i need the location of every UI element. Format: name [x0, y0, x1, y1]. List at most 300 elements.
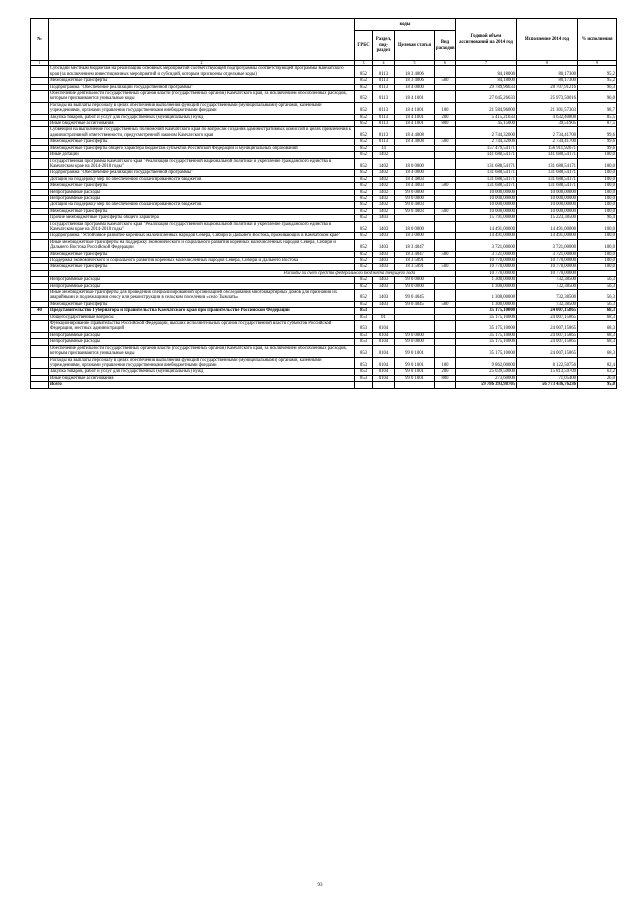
cell-fact: 2 734,41700: [517, 127, 578, 139]
cell-grbs: 852: [355, 264, 373, 270]
cell-fact: 15 813,59709: [517, 369, 578, 375]
cell-name: Иные бюджетные ассигнования: [49, 375, 355, 381]
cell-pct: 95,2: [578, 66, 617, 78]
cell-razdel: 1403: [373, 283, 395, 289]
table-row: [31, 158, 617, 170]
col-header-grbs: ГРБС: [355, 31, 373, 61]
table-row: [31, 239, 617, 251]
cell-plan: 1 300,00000: [456, 290, 517, 302]
cell-name: Межбюджетные трансферты общего характера бюджетам субъектов Российской Федерации и муниципальных образований: [49, 145, 355, 151]
cell-num: [31, 345, 49, 357]
cell-pct: 100,0: [578, 158, 617, 170]
cell-pct: 85,5: [578, 114, 617, 120]
cell-name: Межбюджетные трансферты: [49, 139, 355, 145]
cell-fact: 10 000,00000: [517, 195, 578, 201]
cell-razdel: 1403: [373, 251, 395, 257]
cell-csr: 99 0 1001: [395, 345, 435, 357]
cell-csr: 18 3 0000: [395, 233, 435, 239]
cell-pct: 96,3: [578, 84, 617, 90]
cell-plan: 21 584,96000: [456, 102, 517, 114]
cell-plan: 10 000,00000: [456, 189, 517, 195]
col-header-num: №: [31, 19, 49, 61]
cell-csr: 99 0 4045: [395, 290, 435, 302]
cell-fact: 10 770,00000: [517, 264, 578, 270]
cell-vr: 100: [435, 102, 456, 114]
cell-pct: 100,0: [578, 189, 617, 195]
cell-pct: 68,3: [578, 308, 617, 314]
cell-vr: 500: [435, 264, 456, 270]
cell-name: Обеспечение деятельности государственных органов власти (государственных органов) Камчатского края, за исключением обособленных расходов, которым присваиваются уникальные коды: [49, 345, 355, 357]
cell-name: Непрограммные расходы: [49, 332, 355, 338]
cell-fact: 2 734,41700: [517, 139, 578, 145]
cell-razdel: 0113: [373, 78, 395, 84]
cell-razdel: 0113: [373, 121, 395, 127]
cell-grbs: 852: [355, 84, 373, 90]
col-number: 2: [49, 61, 355, 66]
cell-pct: 26,0: [578, 375, 617, 381]
cell-plan: 59 786 393,98705: [456, 382, 517, 388]
table-row: [31, 127, 617, 139]
cell-csr: 18 3 4047: [395, 251, 435, 257]
cell-plan: 15 791,00000: [456, 215, 517, 221]
cell-razdel: 1402: [373, 195, 395, 201]
cell-vr: [435, 221, 456, 233]
cell-razdel: 1403: [373, 277, 395, 283]
cell-plan: 35 175,10000: [456, 321, 517, 333]
cell-name: Закупка товаров, работ и услуг для государственных (муниципальных) нужд: [49, 369, 355, 375]
cell-razdel: 1402: [373, 176, 395, 182]
cell-grbs: 853: [355, 375, 373, 381]
cell-fact: 24 007,15865: [517, 308, 578, 314]
cell-pct: 56,3: [578, 283, 617, 289]
cell-fact: 24 007,15865: [517, 332, 578, 338]
cell-csr: 18 4 4008: [395, 139, 435, 145]
cell-name: Функционирование Правительства Российской Федерации, высших исполнительных органов государственной власти субъектов Российской Федерации, местных администраций: [49, 321, 355, 333]
cell-fact: 3 721,00000: [517, 251, 578, 257]
cell-pct: 95,2: [578, 78, 617, 84]
cell-plan: 27 045,26633: [456, 91, 517, 103]
cell-plan: 10 000,00000: [456, 208, 517, 214]
col-number: 9: [578, 61, 617, 66]
cell-pct: 100,0: [578, 195, 617, 201]
cell-fact: 25 973,50016: [517, 91, 578, 103]
cell-name: Общегосударственные вопросы: [49, 314, 355, 320]
cell-grbs: 852: [355, 114, 373, 120]
col-number: 8: [517, 61, 578, 66]
cell-grbs: 853: [355, 314, 373, 320]
cell-fact: 141 688,54171: [517, 152, 578, 158]
cell-pct: 100,0: [578, 170, 617, 176]
budget-table: [30, 18, 617, 389]
cell-fact: 39,51905: [517, 121, 578, 127]
cell-pct: 68,3: [578, 332, 617, 338]
col-number: 5: [395, 61, 435, 66]
cell-grbs: 852: [355, 195, 373, 201]
cell-vr: [435, 382, 456, 388]
cell-name: Межбюджетные трансферты: [49, 208, 355, 214]
cell-plan: 35 175,10000: [456, 345, 517, 357]
cell-fact: 131 688,54171: [517, 183, 578, 189]
cell-grbs: 853: [355, 345, 373, 357]
cell-plan: 2 744,32000: [456, 139, 517, 145]
cell-csr: 18 0 0000: [395, 158, 435, 170]
cell-pct: 63,2: [578, 369, 617, 375]
cell-csr: 99 0 1001: [395, 369, 435, 375]
cell-pct: 56,3: [578, 277, 617, 283]
cell-plan: 273,60000: [456, 375, 517, 381]
cell-fact: 14 491,00000: [517, 233, 578, 239]
cell-name: Обеспечение деятельности государственных органов власти (государственных органов) Камчатского края, за исключением обособленных расходов, которым присваиваются уникальные коды: [49, 91, 355, 103]
cell-razdel: 0104: [373, 357, 395, 369]
cell-plan: 9 862,00000: [456, 357, 517, 369]
cell-name: Расходы на выплаты персоналу в целях обеспечения выполнения функций государственными (муниципальными) органами, казенными учреждениями, органами управления государственными внебюджетными фондами: [49, 102, 355, 114]
cell-grbs: 852: [355, 145, 373, 151]
cell-fact: 24 007,15865: [517, 314, 578, 320]
cell-plan: 131 688,54171: [456, 170, 517, 176]
cell-csr: 99 0 1001: [395, 357, 435, 369]
cell-plan: 14 491,00000: [456, 221, 517, 233]
cell-plan: 35 175,10000: [456, 339, 517, 345]
cell-name: Иные дотации: [49, 152, 355, 158]
cell-fact: 131 688,54171: [517, 176, 578, 182]
cell-num: [31, 321, 49, 333]
cell-num: [31, 382, 49, 388]
cell-csr: 99 0 4045: [395, 301, 435, 307]
cell-pct: 100,0: [578, 152, 617, 158]
cell-plan: 35 175,10000: [456, 332, 517, 338]
cell-csr: 18 3 4047: [395, 239, 435, 251]
cell-csr: 99 0 0000: [395, 332, 435, 338]
cell-pct: 100,0: [578, 239, 617, 251]
cell-grbs: 852: [355, 78, 373, 84]
cell-csr: [395, 382, 435, 388]
cell-grbs: 852: [355, 183, 373, 189]
cell-fact: 8 122,50756: [517, 357, 578, 369]
cell-fact: 732,38500: [517, 290, 578, 302]
cell-vr: [435, 158, 456, 170]
cell-name: Всего: [49, 382, 355, 388]
cell-razdel: 1403: [373, 239, 395, 251]
cell-grbs: 852: [355, 283, 373, 289]
cell-fact: 131 688,54171: [517, 158, 578, 170]
cell-fact: 732,38500: [517, 283, 578, 289]
cell-grbs: 852: [355, 170, 373, 176]
cell-vr: 800: [435, 375, 456, 381]
cell-plan: 1 300,00000: [456, 277, 517, 283]
cell-grbs: 853: [355, 369, 373, 375]
cell-grbs: 852: [355, 215, 373, 221]
cell-pct: 100,0: [578, 202, 617, 208]
cell-grbs: 852: [355, 121, 373, 127]
cell-pct: 87,5: [578, 121, 617, 127]
cell-csr: 18 4 4008: [395, 127, 435, 139]
cell-pct: 100,0: [578, 258, 617, 264]
cell-plan: 141 688,54171: [456, 152, 517, 158]
cell-plan: 5 415,21633: [456, 114, 517, 120]
cell-razdel: 1403: [373, 258, 395, 264]
cell-razdel: 01: [373, 314, 395, 320]
col-header-name: [49, 19, 355, 61]
cell-razdel: 1403: [373, 290, 395, 302]
cell-vr: 200: [435, 369, 456, 375]
cell-fact: 10 000,00000: [517, 202, 578, 208]
cell-num: [31, 221, 49, 233]
table-row: [31, 221, 617, 233]
cell-num: [31, 158, 49, 170]
cell-csr: 99 0 4003: [395, 202, 435, 208]
table-row: [31, 357, 617, 369]
cell-grbs: 852: [355, 202, 373, 208]
cell-grbs: 853: [355, 339, 373, 345]
cell-grbs: [355, 382, 373, 388]
cell-name: Непрограммные расходы: [49, 195, 355, 201]
cell-pct: 100,0: [578, 251, 617, 257]
cell-grbs: 852: [355, 66, 373, 78]
col-number: 3: [355, 61, 373, 66]
cell-csr: 18 0 0000: [395, 221, 435, 233]
cell-razdel: 0104: [373, 321, 395, 333]
cell-grbs: 852: [355, 139, 373, 145]
cell-vr: [435, 239, 456, 251]
cell-pct: 100,0: [578, 233, 617, 239]
cell-name: Подпрограмма "Устойчивое развитие коренных малочисленных народов Севера, Сибири и Дальнего Востока, проживающих в Камчатском крае": [49, 233, 355, 239]
cell-name: Межбюджетные трансферты: [49, 78, 355, 84]
cell-fact: 732,38500: [517, 301, 578, 307]
cell-plan: 10 000,00000: [456, 202, 517, 208]
col-header-codes: коды: [355, 19, 456, 31]
cell-vr: 100: [435, 357, 456, 369]
cell-plan: 131 688,54171: [456, 176, 517, 182]
cell-fact: 3 721,00000: [517, 239, 578, 251]
cell-name: Прочие межбюджетные трансферты общего характера: [49, 215, 355, 221]
table-row: [31, 102, 617, 114]
table-row: [31, 345, 617, 357]
cell-plan: 84,18000: [456, 78, 517, 84]
cell-fact: 10 000,00000: [517, 189, 578, 195]
table-row: [31, 66, 617, 78]
cell-csr: 18 3 5091: [395, 258, 435, 264]
cell-csr: 99 0 0000: [395, 189, 435, 195]
cell-plan: 10 000,00000: [456, 195, 517, 201]
cell-fact: 156 911,92671: [517, 145, 578, 151]
cell-razdel: 1402: [373, 183, 395, 189]
cell-name: Дотации на поддержку мер по обеспечению сбалансированности бюджетов: [49, 202, 355, 208]
cell-name: Подпрограмма "Обеспечение реализации государственной программы": [49, 170, 355, 176]
cell-note: Расходы за счет средств федерального бюджета текущего года: [49, 270, 456, 276]
cell-vr: [435, 66, 456, 78]
table-row: [31, 321, 617, 333]
cell-fact: 56 773 436,76236: [517, 382, 578, 388]
cell-csr: 99 0 0000: [395, 195, 435, 201]
cell-csr: 18 4 0000: [395, 170, 435, 176]
cell-csr: 99 0 1001: [395, 375, 435, 381]
cell-name: Межбюджетные трансферты: [49, 301, 355, 307]
col-number: 7: [456, 61, 517, 66]
cell-csr: 18 4 1001: [395, 114, 435, 120]
cell-name: Иные бюджетные ассигнования: [49, 121, 355, 127]
cell-razdel: 0113: [373, 84, 395, 90]
cell-name: Непрограммные расходы: [49, 277, 355, 283]
cell-razdel: 1402: [373, 202, 395, 208]
cell-grbs: 852: [355, 233, 373, 239]
cell-razdel: 0104: [373, 369, 395, 375]
cell-plan: 10 770,00000: [456, 264, 517, 270]
col-number: 4: [373, 61, 395, 66]
cell-razdel: 0113: [373, 114, 395, 120]
cell-name: Субсидии местным бюджетам на реализацию основных мероприятий соответствующей подпрограммы соответствующей программы Камчатского края (за исключением инвестиционных мероприятий и субсидий, которым присвоены отдельные коды): [49, 66, 355, 78]
cell-pct: 96,4: [578, 215, 617, 221]
table-row: [31, 290, 617, 302]
cell-name: Непрограммные расходы: [49, 189, 355, 195]
cell-pct: 68,3: [578, 321, 617, 333]
cell-fact: 71,05400: [517, 375, 578, 381]
cell-vr: 500: [435, 251, 456, 257]
cell-razdel: 0104: [373, 375, 395, 381]
cell-grbs: 852: [355, 258, 373, 264]
cell-fact: 10 770,00000: [517, 270, 578, 276]
cell-fact: 15 223,38500: [517, 215, 578, 221]
cell-razdel: 1402: [373, 152, 395, 158]
cell-name: Расходы на выплаты персоналу в целях обеспечения выполнения функций государственными (муниципальными) органами, казенными учреждениями, органами управления государственными внебюджетными фондами: [49, 357, 355, 369]
cell-razdel: 1402: [373, 170, 395, 176]
cell-csr: 99 0 0000: [395, 283, 435, 289]
cell-fact: 80,17300: [517, 66, 578, 78]
cell-name: Межбюджетные трансферты: [49, 251, 355, 257]
cell-name: Межбюджетные трансферты: [49, 183, 355, 189]
cell-fact: 14 491,00000: [517, 221, 578, 233]
cell-grbs: 852: [355, 158, 373, 170]
cell-plan: 14 491,00000: [456, 233, 517, 239]
cell-vr: 500: [435, 183, 456, 189]
cell-plan: 1 300,00000: [456, 283, 517, 289]
cell-pct: 100,0: [578, 221, 617, 233]
cell-vr: 800: [435, 121, 456, 127]
cell-plan: 45,15000: [456, 121, 517, 127]
cell-csr: [395, 321, 435, 333]
cell-grbs: 852: [355, 91, 373, 103]
cell-pct: 82,4: [578, 357, 617, 369]
page-number: 93: [317, 883, 323, 888]
cell-num: [31, 357, 49, 369]
cell-csr: 99 0 0000: [395, 339, 435, 345]
cell-grbs: 852: [355, 176, 373, 182]
cell-plan: 10 770,00000: [456, 270, 517, 276]
cell-plan: 35 175,10000: [456, 308, 517, 314]
cell-vr: [435, 91, 456, 103]
cell-name: Подпрограмма "Обеспечение реализации государственной программы": [49, 84, 355, 90]
cell-vr: 500: [435, 208, 456, 214]
cell-name: Субвенции на выполнение государственных полномочий Камчатского края по вопросам создания административных комиссий в целях привлечения к административной ответственности, предусмотренной законом Камчатского края: [49, 127, 355, 139]
cell-razdel: 0104: [373, 339, 395, 345]
cell-num: 40: [31, 308, 49, 314]
cell-plan: 131 688,54171: [456, 158, 517, 170]
cell-grbs: 852: [355, 251, 373, 257]
cell-csr: 18 4 0000: [395, 84, 435, 90]
cell-name: Поддержка экономического и социального развития коренных малочисленных народов Севера, Сибири и Дальнего Востока: [49, 258, 355, 264]
col-number: 1: [31, 61, 49, 66]
cell-vr: [435, 345, 456, 357]
col-header-pct: % исполнения: [578, 19, 617, 61]
cell-csr: 18 3 5091: [395, 264, 435, 270]
cell-grbs: 852: [355, 221, 373, 233]
cell-fact: 24 007,15865: [517, 339, 578, 345]
cell-grbs: 853: [355, 332, 373, 338]
cell-csr: 18 3 4006: [395, 78, 435, 84]
cell-razdel: 1403: [373, 264, 395, 270]
cell-vr: 500: [435, 139, 456, 145]
col-header-exec: Исполнение 2014 год: [517, 19, 578, 61]
cell-grbs: 852: [355, 127, 373, 139]
cell-grbs: 852: [355, 277, 373, 283]
cell-num: [31, 102, 49, 114]
cell-vr: [435, 127, 456, 139]
cell-csr: 18 4 1001: [395, 91, 435, 103]
cell-grbs: 853: [355, 321, 373, 333]
cell-fact: 28 707,91216: [517, 84, 578, 90]
cell-plan: 29 789,96633: [456, 84, 517, 90]
cell-grbs: 852: [355, 152, 373, 158]
cell-razdel: 1403: [373, 233, 395, 239]
cell-pct: 100,0: [578, 208, 617, 214]
cell-fact: 80,17300: [517, 78, 578, 84]
cell-pct: 100,0: [578, 183, 617, 189]
cell-plan: 131 688,54171: [456, 183, 517, 189]
cell-name: Дотации на поддержку мер по обеспечению сбалансированности бюджетов: [49, 176, 355, 182]
cell-csr: 18 4 4003: [395, 176, 435, 182]
cell-vr: [435, 290, 456, 302]
cell-razdel: [373, 382, 395, 388]
cell-fact: 10 770,00000: [517, 258, 578, 264]
cell-fact: 24 007,15865: [517, 345, 578, 357]
col-header-annual: Годовой объем ассигнований на 2014 год: [456, 19, 517, 61]
cell-pct: 56,3: [578, 290, 617, 302]
col-header-vr: Вид расходов: [435, 31, 456, 61]
cell-fact: 131 688,54171: [517, 170, 578, 176]
cell-csr: 18 4 4003: [395, 183, 435, 189]
cell-plan: 3 721,00000: [456, 251, 517, 257]
cell-pct: 99,6: [578, 145, 617, 151]
cell-pct: 100,0: [578, 176, 617, 182]
table-body: [31, 66, 617, 388]
cell-vr: [435, 321, 456, 333]
cell-grbs: 853: [355, 308, 373, 314]
cell-razdel: 0104: [373, 332, 395, 338]
cell-name: Непрограммные расходы: [49, 339, 355, 345]
cell-name: Межбюджетные трансферты: [49, 264, 355, 270]
cell-grbs: 852: [355, 208, 373, 214]
cell-name: Закупка товаров, работ и услуг для государственных (муниципальных) нужд: [49, 114, 355, 120]
cell-razdel: 0113: [373, 127, 395, 139]
cell-name: Государственная программа Камчатского края "Реализация государственной национальной политики и укрепление гражданского единства в Камчатском крае на 2014-2018 годы": [49, 221, 355, 233]
cell-plan: 35 175,10000: [456, 314, 517, 320]
cell-pct: 68,3: [578, 339, 617, 345]
cell-razdel: 0113: [373, 102, 395, 114]
cell-plan: 157 479,54171: [456, 145, 517, 151]
cell-num: [31, 91, 49, 103]
cell-csr: 99 0 0000: [395, 277, 435, 283]
cell-razdel: 1402: [373, 208, 395, 214]
cell-name: Представительство Губернатора и Правительства Камчатского края при Правительстве Российской Федерации: [49, 308, 355, 314]
cell-razdel: 1402: [373, 158, 395, 170]
cell-pct: 99,6: [578, 139, 617, 145]
cell-name: Иные межбюджетные трансферты для проведения специализированной организацией обследования многоквартирных домов для признания их аварийными и подлежащими сносу или реконструкции в сельском поселении «село Тымлать»: [49, 290, 355, 302]
cell-razdel: 1403: [373, 215, 395, 221]
cell-vr: 500: [435, 301, 456, 307]
cell-pct: 98,7: [578, 102, 617, 114]
cell-fact: 21 301,57303: [517, 102, 578, 114]
cell-num: [31, 290, 49, 302]
cell-plan: 10 770,00000: [456, 258, 517, 264]
